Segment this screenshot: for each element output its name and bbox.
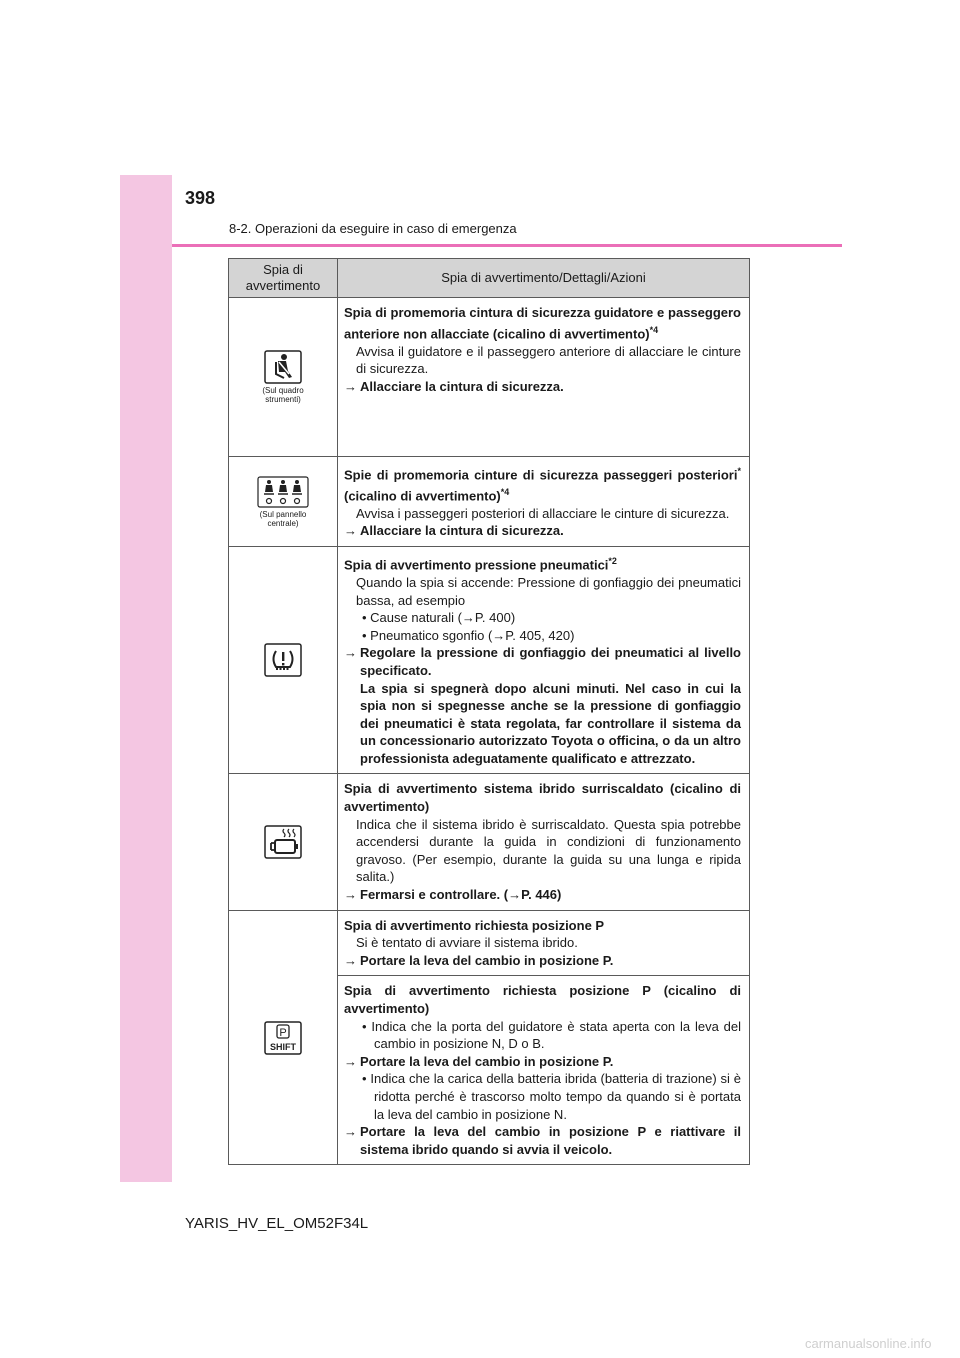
warning-action-text: Fermarsi e controllare. (→P. 446) <box>360 887 562 903</box>
table-row <box>229 774 750 910</box>
section-title: 8-2. Operazioni da eseguire in caso di emergenza <box>229 221 517 236</box>
table-row <box>229 547 750 774</box>
warning-action <box>344 1053 741 1071</box>
hybrid-system-overheat-icon <box>264 825 302 859</box>
details-cell <box>338 547 750 774</box>
shift-label: SHIFT <box>270 1041 296 1052</box>
p-letter: P <box>279 1026 287 1039</box>
footnote-marker: * <box>737 466 741 476</box>
arrow-icon: → <box>344 378 357 394</box>
warning-action-text: Regolare la pressione di gonfiaggio dei pneumatici al livello specificato. <box>360 645 741 678</box>
details-cell <box>338 976 750 1165</box>
warning-title-text: Spie di promemoria cinture di sicurezza passeggeri posteriori <box>344 467 738 483</box>
icon-cell <box>229 298 338 457</box>
warning-title-text: Spia di promemoria cintura di sicurezza guidatore e passeggero anteriore non allacciate (cicalino di avvertimento) <box>344 305 741 341</box>
rear-seatbelt-reminder-icon <box>257 476 309 508</box>
p-shift-warning-icon <box>264 1021 302 1055</box>
warning-title <box>344 304 741 343</box>
icon-cell <box>229 547 338 774</box>
seatbelt-warning-icon <box>264 350 302 384</box>
side-tab-band <box>120 175 172 1182</box>
warning-action <box>344 522 741 540</box>
table-row <box>229 910 750 976</box>
caption-line1: (Sul pannello <box>259 509 307 519</box>
warning-description: Avvisa i passeggeri posteriori di allacciare le cinture di sicurezza. <box>356 505 730 521</box>
details-cell <box>338 457 750 547</box>
warning-action-text: Portare la leva del cambio in posizione P. <box>360 1053 614 1069</box>
icon-caption <box>230 510 336 528</box>
arrow-icon: → <box>344 952 357 968</box>
arrow-icon: → <box>344 1053 357 1069</box>
column-header-light <box>229 259 338 298</box>
table-row <box>229 298 750 457</box>
warning-title: Spia di avvertimento richiesta posizione P (cicalino di avvertimento) <box>344 983 741 1017</box>
warning-description: Avvisa il guidatore e il passeggero anteriore di allacciare le cinture di sicurezza. <box>356 343 741 377</box>
header-rule <box>172 244 842 247</box>
warning-title <box>344 553 741 574</box>
footnote-marker: *4 <box>500 486 510 497</box>
footnote-marker: *2 <box>608 556 617 567</box>
caption-line2: strumenti) <box>265 395 301 404</box>
arrow-icon: → <box>344 887 357 903</box>
watermark: carmanualsonline.info <box>805 1336 932 1351</box>
column-header-light-line1: Spia di <box>263 261 303 277</box>
page-number: 398 <box>185 188 216 208</box>
warning-action-note: La spia si spegnerà dopo alcuni minuti. Nel caso in cui la spia non si spegnesse anche se la pressione di gonfiaggio dei pneumatici è stata regolata, far controllare il sistema da un concessionario autorizzato Toyota o officina, o da un altro professionista adeguatamente qualificato e attrezzato. <box>360 680 741 766</box>
column-header-light-line2: avvertimento <box>245 278 321 293</box>
warning-description: Si è tentato di avviare il sistema ibrido. <box>356 935 578 951</box>
warning-description: Quando la spia si accende: Pressione di gonfiaggio dei pneumatici bassa, ad esempio <box>356 574 741 608</box>
details-cell <box>338 774 750 910</box>
warning-lights-table <box>228 258 750 1165</box>
warning-title-text: Spia di avvertimento pressione pneumatici <box>344 557 609 573</box>
arrow-icon: → <box>344 645 357 661</box>
list-item: • Indica che la porta del guidatore è stata aperta con la leva del cambio in posizione N, D o B. <box>362 1018 741 1052</box>
warning-action <box>344 886 741 904</box>
document-code: YARIS_HV_EL_OM52F34L <box>185 1215 369 1232</box>
details-cell <box>338 910 750 976</box>
icon-cell <box>229 457 338 547</box>
warning-description: Indica che il sistema ibrido è surriscaldato. Questa spia potrebbe accendersi durante la guida in condizioni di funzionamento gravoso. (Per esempio, durante la guida su una lunga e ripida salita.) <box>356 816 741 885</box>
caption-line2: centrale) <box>267 518 299 528</box>
footnote-marker: *4 <box>649 324 659 335</box>
caption-line1: (Sul quadro <box>262 386 304 395</box>
table-header-row <box>229 259 750 298</box>
warning-action-text: Allacciare la cintura di sicurezza. <box>360 378 564 394</box>
icon-cell <box>229 910 338 1165</box>
icon-caption <box>230 386 336 404</box>
warning-action <box>344 378 741 396</box>
warning-action <box>344 952 741 970</box>
warning-title: Spia di avvertimento richiesta posizione P <box>344 917 605 933</box>
warning-action <box>344 1123 741 1158</box>
warning-action-text: Portare la leva del cambio in posizione P. <box>360 952 614 968</box>
warning-action-text: Allacciare la cintura di sicurezza. <box>360 523 564 539</box>
arrow-icon: → <box>344 523 357 539</box>
warning-title <box>344 463 741 505</box>
table-row <box>229 457 750 547</box>
list-item: • Indica che la carica della batteria ibrida (batteria di trazione) si è ridotta perché è trascorso molto tempo da quando si è portata la leva del cambio in posizione N. <box>362 1071 741 1122</box>
icon-cell <box>229 774 338 910</box>
warning-title: Spia di avvertimento sistema ibrido surriscaldato (cicalino di avvertimento) <box>344 781 741 815</box>
tire-pressure-warning-icon <box>264 643 302 677</box>
list-item: • Cause naturali (→P. 400) <box>362 610 516 626</box>
warning-action-text: Portare la leva del cambio in posizione P e riattivare il sistema ibrido quando si avvia il veicolo. <box>360 1124 741 1157</box>
list-item: • Pneumatico sgonfio (→P. 405, 420) <box>362 627 575 643</box>
warning-title-text-cont: (cicalino di avvertimento) <box>344 488 501 504</box>
warning-action <box>344 644 741 679</box>
arrow-icon: → <box>344 1124 357 1140</box>
column-header-details: Spia di avvertimento/Dettagli/Azioni <box>338 259 750 298</box>
details-cell <box>338 298 750 457</box>
